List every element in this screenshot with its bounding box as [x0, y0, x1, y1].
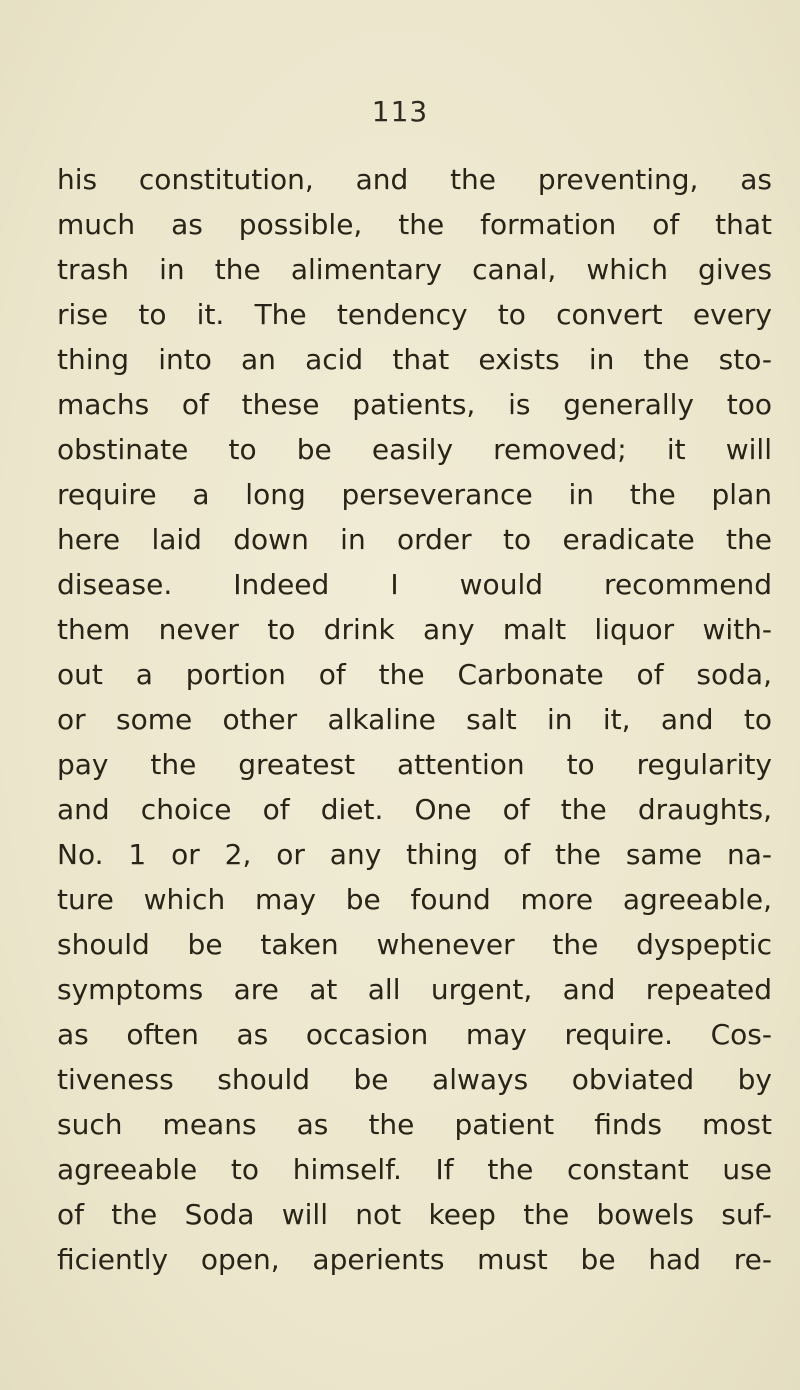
- text-line: No. 1 or 2, or any thing of the same na-: [57, 838, 772, 871]
- text-line: his constitution, and the preventing, as: [57, 163, 772, 196]
- text-line: much as possible, the formation of that: [57, 208, 772, 241]
- text-line: ture which may be found more agreeable,: [57, 883, 772, 916]
- text-line: machs of these patients, is generally too: [57, 388, 772, 421]
- page-number: 113: [371, 95, 429, 128]
- text-line: of the Soda will not keep the bowels suf-: [57, 1198, 772, 1231]
- text-line: should be taken whenever the dyspeptic: [57, 928, 772, 961]
- text-line: them never to drink any malt liquor with-: [57, 613, 772, 646]
- text-line: tiveness should be always obviated by: [57, 1063, 772, 1096]
- text-line: or some other alkaline salt in it, and to: [57, 703, 772, 736]
- body-text: [57, 157, 772, 1282]
- text-line: as often as occasion may require. Cos-: [57, 1018, 772, 1051]
- text-line: require a long perseverance in the plan: [57, 478, 772, 511]
- text-line: pay the greatest attention to regularity: [57, 748, 772, 781]
- text-line: trash in the alimentary canal, which gives: [57, 253, 772, 286]
- text-line: here laid down in order to eradicate the: [57, 523, 772, 556]
- text-line: ficiently open, aperients must be had re-: [57, 1243, 772, 1276]
- text-line: thing into an acid that exists in the sto-: [57, 343, 772, 376]
- text-line: agreeable to himself. If the constant use: [57, 1153, 772, 1186]
- text-line: such means as the patient finds most: [57, 1108, 772, 1141]
- text-line: out a portion of the Carbonate of soda,: [57, 658, 772, 691]
- text-line: and choice of diet. One of the draughts,: [57, 793, 772, 826]
- text-line: disease. Indeed I would recommend: [57, 568, 772, 601]
- text-line: rise to it. The tendency to convert every: [57, 298, 772, 331]
- text-line: obstinate to be easily removed; it will: [57, 433, 772, 466]
- text-line: symptoms are at all urgent, and repeated: [57, 973, 772, 1006]
